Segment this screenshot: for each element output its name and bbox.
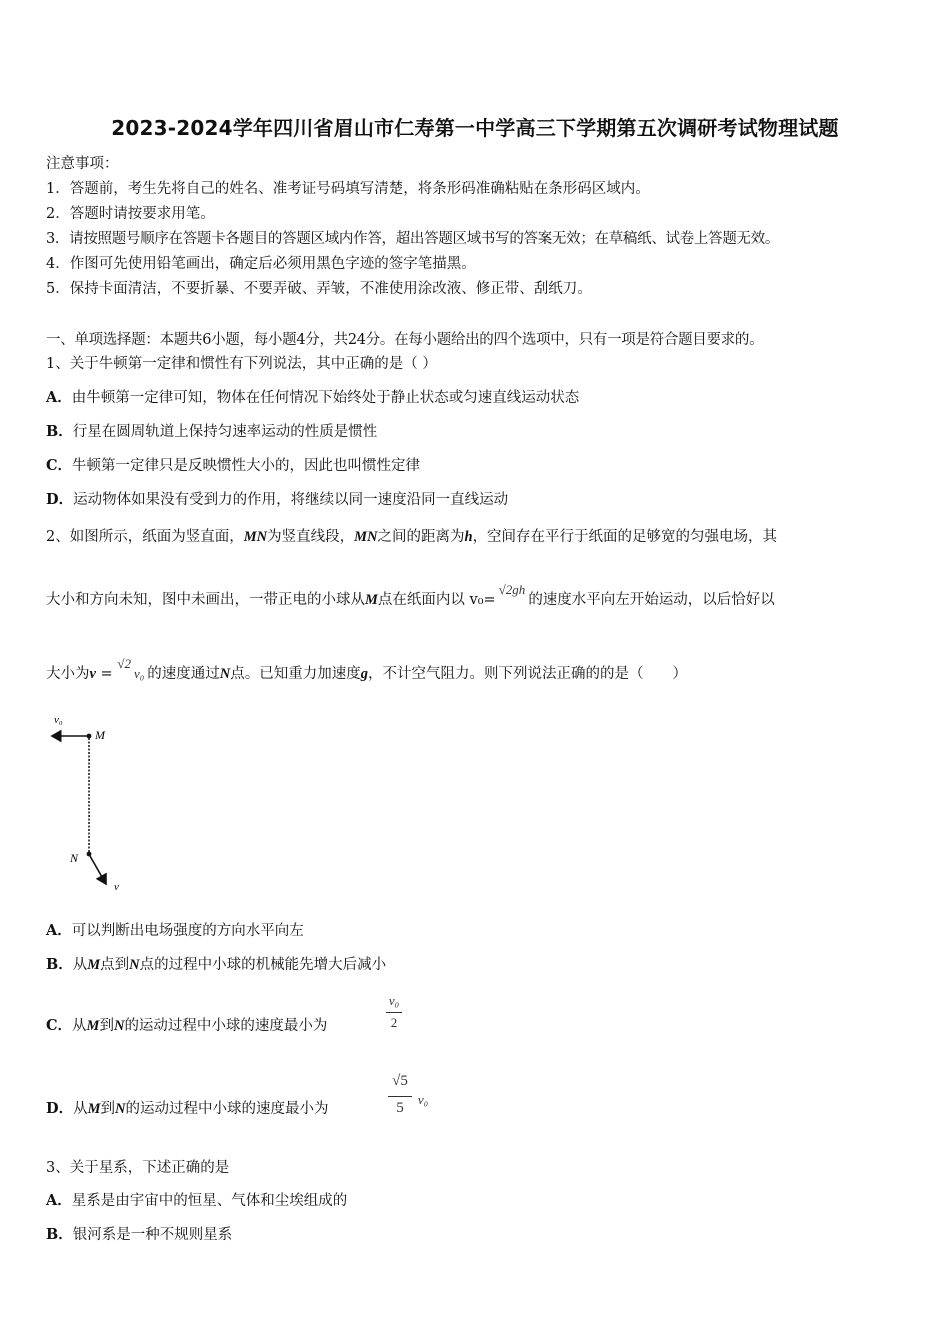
q2-option-c	[46, 1014, 327, 1035]
option-text: 可以判断出电场强度的方向水平向左	[71, 923, 304, 939]
section-heading: 一、单项选择题：本题共6小题，每小题4分，共24分。在每小题给出的四个选项中，只有一项是符合题目要求的。	[46, 332, 764, 348]
stem-text: 点在纸面内以 v₀=	[377, 592, 496, 608]
page-title: 2023-2024学年四川省眉山市仁寿第一中学高三下学期第五次调研考试物理试题	[111, 116, 839, 140]
notice-item: 2．答题时请按要求用笔。	[46, 206, 215, 222]
option-letter: B．	[46, 1226, 73, 1243]
q1-option-b	[46, 420, 377, 441]
option-text: 行星在圆周轨道上保持匀速率运动的性质是惯性	[72, 424, 378, 440]
option-text: 运动物体如果没有受到力的作用，将继续以同一速度沿同一直线运动	[73, 492, 509, 508]
fraction-numerator: √5	[392, 1073, 408, 1089]
math-m: M	[87, 957, 101, 973]
option-letter: D．	[46, 491, 74, 508]
stem-text: ，不计空气阻力。则下列说法正确的的是（ ）	[367, 666, 687, 682]
option-text: 从	[73, 1101, 88, 1117]
notice-heading: 注意事项：	[46, 156, 119, 172]
option-letter: C．	[46, 457, 73, 474]
fraction-denominator: 2	[390, 1015, 398, 1030]
q3-option-a	[46, 1189, 347, 1210]
option-letter: A．	[46, 1192, 72, 1209]
math-sqrt-2gh: √2gh	[498, 582, 526, 597]
option-text: 到	[100, 1101, 115, 1117]
n-label: N	[70, 851, 79, 865]
math-v0: v₀	[133, 666, 145, 681]
math-v0: v₀	[417, 1092, 429, 1107]
stem-text: 2、如图所示，纸面为竖直面，	[46, 529, 244, 545]
question-1-stem: 1、关于牛顿第一定律和惯性有下列说法，其中正确的是（ ）	[46, 356, 437, 372]
v0-label: v₀	[54, 714, 63, 726]
notice-item: 5．保持卡面清洁，不要折暴、不要弄破、弄皱，不准使用涂改液、修正带、刮纸刀。	[46, 281, 592, 297]
stem-text: 点。已知重力加速度	[230, 666, 361, 682]
math-m: M	[86, 1018, 100, 1034]
option-letter: B．	[46, 423, 73, 440]
v-label: v	[114, 881, 119, 893]
option-text: 点到	[100, 957, 130, 973]
notice-item: 3．请按照题号顺序在答题卡各题目的答题区域内作答，超出答题区域书写的答案无效；在草稿纸、试卷上答题无效。	[46, 231, 780, 247]
question-2-line-2	[46, 582, 775, 609]
stem-text: 大小为	[46, 666, 90, 682]
option-letter: C．	[46, 1017, 73, 1034]
stem-text: ，空间存在平行于纸面的足够宽的匀强电场，其	[472, 529, 778, 545]
option-text: 从	[72, 957, 88, 973]
option-text: 点的过程中小球的机械能先增大后减小	[139, 957, 387, 973]
math-m: M	[365, 592, 378, 608]
option-text: 的运动过程中小球的速度最小为	[125, 1101, 329, 1117]
math-mn: MN	[354, 529, 378, 545]
fraction-numerator: v₀	[388, 993, 400, 1008]
option-letter: D．	[46, 1100, 74, 1117]
stem-text: 为竖直线段，	[267, 529, 355, 545]
m-label: M	[95, 728, 105, 742]
stem-text: 之间的距离为	[377, 529, 465, 545]
math-n: N	[219, 666, 231, 682]
math-v: v	[89, 666, 96, 682]
v-arrow	[90, 856, 106, 884]
q3-option-b	[46, 1223, 232, 1244]
question-2-line-1	[46, 525, 777, 546]
q2-option-d	[46, 1097, 328, 1118]
notice-item: 4．作图可先使用铅笔画出，确定后必须用黑色字迹的签字笔描黑。	[46, 256, 476, 272]
q1-option-a	[46, 386, 579, 407]
math-h: h	[464, 529, 473, 545]
math-sqrt-2: √2	[117, 656, 131, 671]
option-text: 的运动过程中小球的速度最小为	[124, 1018, 328, 1034]
stem-text: 大小和方向未知，图中未画出，一带正电的小球从	[46, 592, 365, 608]
q1-option-c	[46, 454, 420, 475]
math-g: g	[360, 666, 368, 682]
question-3-stem: 3、关于星系，下述正确的是	[46, 1160, 230, 1176]
notice-item: 1．答题前，考生先将自己的姓名、准考证号码填写清楚，将条形码准确粘贴在条形码区域内。	[46, 181, 650, 197]
option-text: 牛顿第一定律只是反映惯性大小的，因此也叫惯性定律	[72, 458, 421, 474]
q2-option-b	[46, 953, 386, 974]
option-text: 星系是由宇宙中的恒星、气体和尘埃组成的	[71, 1193, 348, 1209]
option-text: 银河系是一种不规则星系	[72, 1227, 233, 1243]
stem-text: 的速度通过	[147, 666, 220, 682]
fraction-bar	[388, 1096, 412, 1097]
q2-option-a	[46, 919, 304, 940]
math-n: N	[113, 1018, 125, 1034]
math-m: M	[87, 1101, 101, 1117]
fraction-bar	[386, 1012, 402, 1013]
q1-option-d	[46, 488, 508, 509]
math-n: N	[129, 957, 140, 973]
question-2-line-3	[46, 656, 687, 683]
point-m	[87, 734, 92, 739]
option-letter: B．	[46, 956, 73, 973]
option-text: 到	[99, 1018, 114, 1034]
option-letter: A．	[46, 389, 72, 406]
fraction-denominator: 5	[396, 1100, 404, 1116]
stem-text: =	[95, 666, 118, 682]
option-letter: A．	[46, 922, 72, 939]
option-text: 由牛顿第一定律可知，物体在任何情况下始终处于静止状态或匀速直线运动状态	[71, 390, 580, 406]
q2-figure	[44, 708, 144, 898]
math-mn: MN	[243, 529, 268, 545]
math-n: N	[114, 1101, 126, 1117]
option-text: 从	[72, 1018, 87, 1034]
stem-text: 的速度水平向左开始运动，以后恰好以	[528, 592, 775, 608]
